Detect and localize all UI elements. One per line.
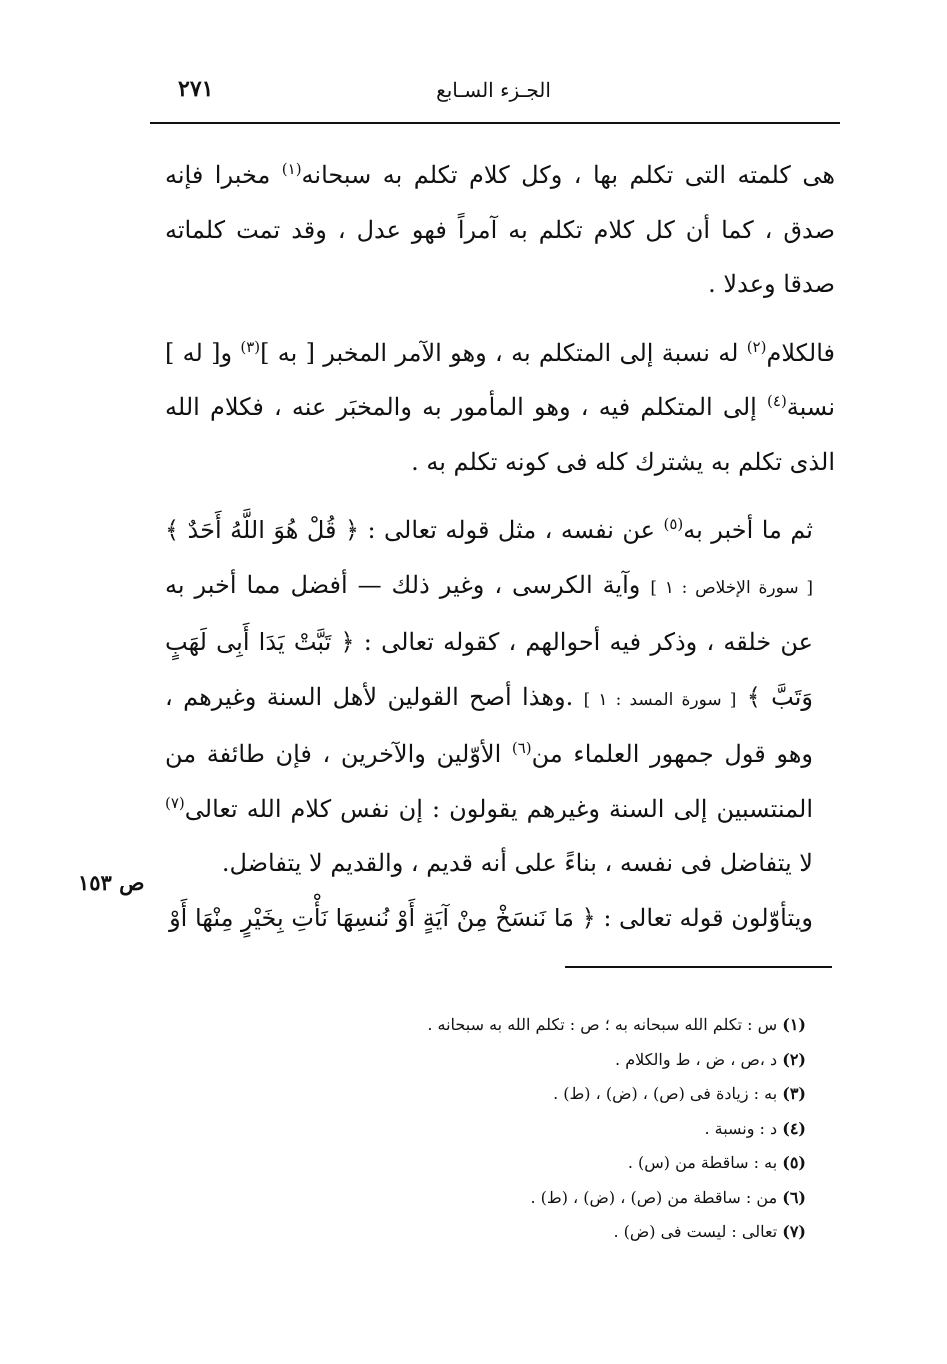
footnote-4: [300, 1112, 806, 1147]
footnote-number: (٣): [782, 1084, 806, 1103]
surah-reference: [ سورة الإخلاص : ١ ]: [650, 577, 813, 598]
footnote-number: (٧): [782, 1222, 806, 1241]
header-rule: [150, 122, 840, 124]
footnote-marker[interactable]: (٣): [240, 337, 261, 356]
text-run: عن نفسه ، مثل قوله تعالى :: [367, 516, 655, 544]
footnote-text: د ،ص ، ض ، ط والكلام .: [615, 1049, 778, 1069]
footnote-marker[interactable]: (٢): [746, 337, 767, 356]
footnote-number: (٥): [782, 1153, 806, 1172]
surah-reference: [ سورة المسد : ١ ]: [583, 689, 737, 710]
footnote-marker[interactable]: (٤): [767, 392, 787, 410]
body-text: [165, 148, 835, 945]
text-run: و[ له ] نسبة: [165, 338, 835, 421]
text-run: إلى المتكلم فيه ، وهو المأمور به والمخبَر عنه ، فكلام الله الذى تكلم به يشترك كله فى كونه تكلم به .: [165, 393, 835, 476]
footnote-text: س : تكلم الله سبحانه به ؛ ص : تكلم الله به سبحانه .: [427, 1015, 778, 1034]
paragraph-3: [165, 503, 835, 891]
paragraph-1: [165, 148, 835, 312]
text-run: ثم ما أخبر به: [683, 516, 813, 544]
footnote-text: تعالى : ليست فى (ض) .: [613, 1222, 778, 1241]
quran-verse: ﴿ قُلْ هُوَ اللَّهُ أَحَدٌ ﴾: [165, 516, 360, 544]
footnote-7: [300, 1215, 806, 1250]
page-number: ٢٧١: [178, 76, 214, 102]
footnote-number: (١): [782, 1015, 806, 1034]
footnote-rule: [565, 966, 832, 968]
text-run: هى كلمته التى تكلم بها ، وكل كلام تكلم به سبحانه: [301, 161, 835, 189]
paragraph-4: [165, 891, 835, 946]
text-run: .وهذا أصح القولين لأهل السنة وغيرهم ، وهو قول جمهور العلماء من: [165, 682, 813, 768]
text-run: مخبرا فإنه صدق ، كما أن كل كلام تكلم به آمراً فهو عدل ، وقد تمت كلماته صدقا وعدلا .: [165, 161, 835, 298]
footnote-text: من : ساقطة من (ص) ، (ض) ، (ط) .: [530, 1187, 778, 1207]
footnote-number: (٦): [782, 1187, 806, 1207]
footnote-marker[interactable]: (٦): [511, 739, 532, 757]
footnote-5: [300, 1146, 806, 1181]
running-title: الجـزء السـابع: [436, 78, 551, 102]
footnote-marker[interactable]: (٥): [663, 515, 684, 533]
text-run: لا يتفاضل فى نفسه ، بناءً على أنه قديم ، والقديم لا يتفاضل.: [221, 849, 813, 877]
margin-page-reference: ص ١٥٣: [78, 870, 145, 895]
footnote-number: (٤): [782, 1118, 806, 1138]
quran-verse: ﴿ تَبَّتْ يَدَا أَبِى لَهَبٍ وَتَبَّ ﴾: [165, 628, 814, 711]
text-run: ويتأوّلون قوله تعالى :: [603, 903, 813, 932]
footnote-2: [300, 1043, 806, 1078]
text-run: له نسبة إلى المتكلم به ، وهو الآمر المخبر [ به ]: [260, 338, 739, 367]
footnotes: [300, 1008, 806, 1250]
text-run: فالكلام: [766, 338, 835, 367]
footnote-marker[interactable]: (٧): [165, 793, 185, 812]
footnote-text: به : ساقطة من (س) .: [627, 1153, 778, 1172]
footnote-number: (٢): [782, 1049, 806, 1069]
footnote-text: به : زيادة فى (ص) ، (ض) ، (ط) .: [553, 1084, 778, 1103]
footnote-3: [300, 1077, 806, 1112]
footnote-text: د : ونسبة .: [704, 1118, 778, 1138]
quran-verse: ﴿ مَا نَنسَخْ مِنْ آيَةٍ أَوْ نُنسِهَا نَأْتِ بِخَيْرٍ مِنْهَا أَوْ: [169, 903, 596, 932]
text-run: وآية الكرسى ، وغير ذلك — أفضل مما أخبر به عن خلقه ، وذكر فيه أحوالهم ، كقوله تعالى :: [165, 570, 813, 656]
footnote-6: [300, 1181, 806, 1216]
footnote-marker[interactable]: (١): [281, 160, 302, 178]
footnote-1: [300, 1008, 806, 1043]
paragraph-2: [165, 326, 835, 490]
text-run: الأوّلين والآخرين ، فإن طائفة من المنتسبين إلى السنة وغيرهم يقولون : إن نفس كلام الله تعالى: [165, 740, 813, 823]
